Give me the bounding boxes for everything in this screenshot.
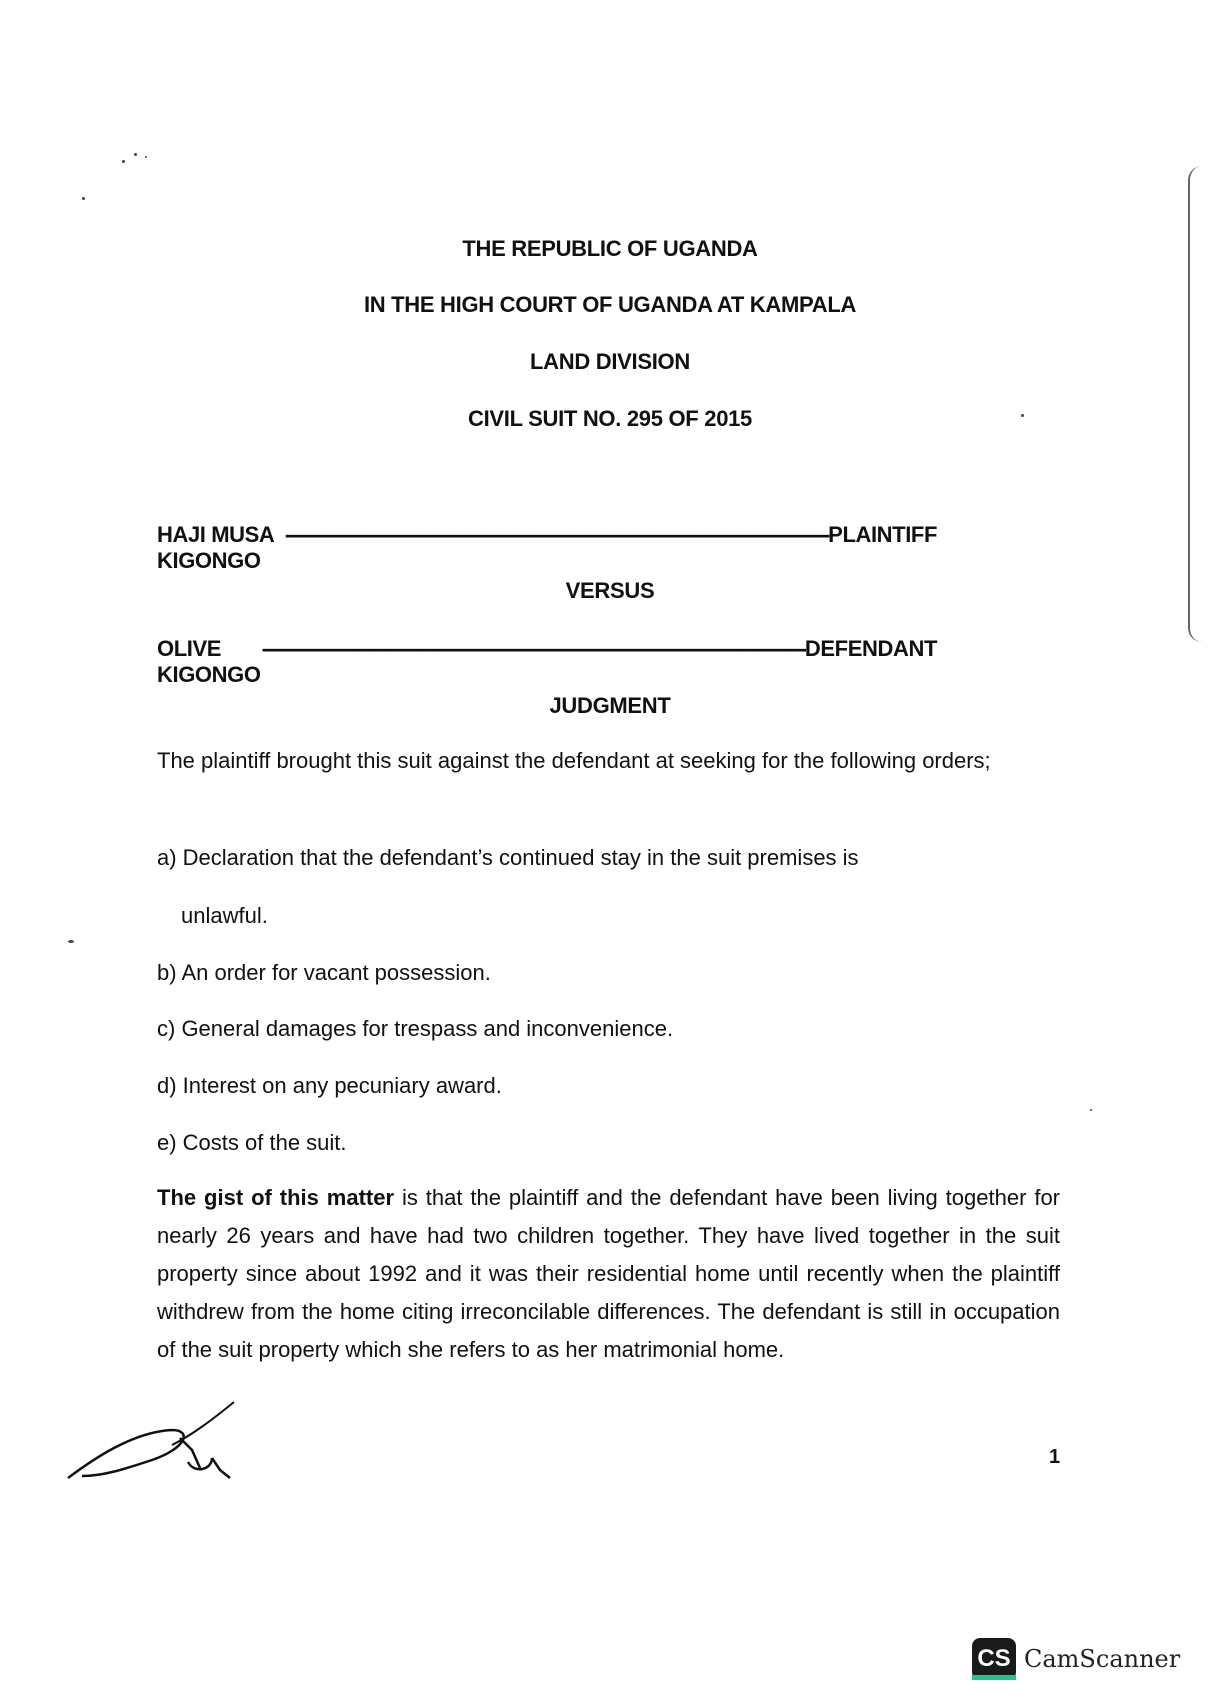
camscanner-logo: CS xyxy=(972,1638,1016,1680)
gist-paragraph xyxy=(157,1179,1060,1369)
plaintiff-dash-leader: ------------------------------------------------------------------------------------------------------ xyxy=(284,522,829,547)
gist-lead: The gist of this matter xyxy=(157,1185,395,1210)
plaintiff-name: HAJI MUSA KIGONGO xyxy=(157,522,274,573)
scan-speck xyxy=(82,197,85,200)
division-heading: LAND DIVISION xyxy=(530,349,690,374)
scan-speck xyxy=(122,160,125,163)
camscanner-watermark xyxy=(972,1638,1180,1680)
plaintiff-line xyxy=(157,522,937,574)
defendant-role: DEFENDANT xyxy=(804,636,937,661)
defendant-name: OLIVE KIGONGO xyxy=(157,636,261,687)
camscanner-brand: CamScanner xyxy=(1024,1645,1181,1673)
gist-body: is that the plaintiff and the defendant have been living together for nearly 26 years and have had two children together. They have lived together in the suit property since about 1992 and it was their residential home until recently when the plaintiff withdrew from the home citing irreconcilable differences. The defendant is still in occupation of the suit property which she refers to as her matrimonial home. xyxy=(157,1185,1061,1362)
judgment-title: JUDGMENT xyxy=(549,693,671,718)
order-a-line1: a) Declaration that the defendant’s continued stay in the suit premises is xyxy=(157,845,859,870)
scan-speck xyxy=(68,940,74,943)
scan-speck xyxy=(145,156,147,158)
defendant-line xyxy=(157,636,937,688)
plaintiff-role: PLAINTIFF xyxy=(828,522,937,547)
order-e: e) Costs of the suit. xyxy=(157,1130,347,1155)
scan-speck xyxy=(134,153,137,156)
court-heading: IN THE HIGH COURT OF UGANDA AT KAMPALA xyxy=(363,292,857,317)
signature-mark xyxy=(62,1390,262,1490)
order-d: d) Interest on any pecuniary award. xyxy=(157,1073,502,1098)
defendant-dash-leader: ------------------------------------------------------------------------------------------------------ xyxy=(261,636,805,661)
page-number: 1 xyxy=(1049,1446,1061,1468)
suit-number-heading: CIVIL SUIT NO. 295 OF 2015 xyxy=(467,406,752,431)
order-a-line2: unlawful. xyxy=(181,903,268,928)
intro-paragraph: The plaintiff brought this suit against the defendant at seeking for the following orders; xyxy=(157,748,991,773)
scan-speck xyxy=(1090,1109,1092,1111)
versus-heading: VERSUS xyxy=(565,578,655,603)
order-b: b) An order for vacant possession. xyxy=(157,960,491,985)
republic-heading: THE REPUBLIC OF UGANDA xyxy=(462,236,758,261)
order-c: c) General damages for trespass and inconvenience. xyxy=(157,1016,674,1041)
